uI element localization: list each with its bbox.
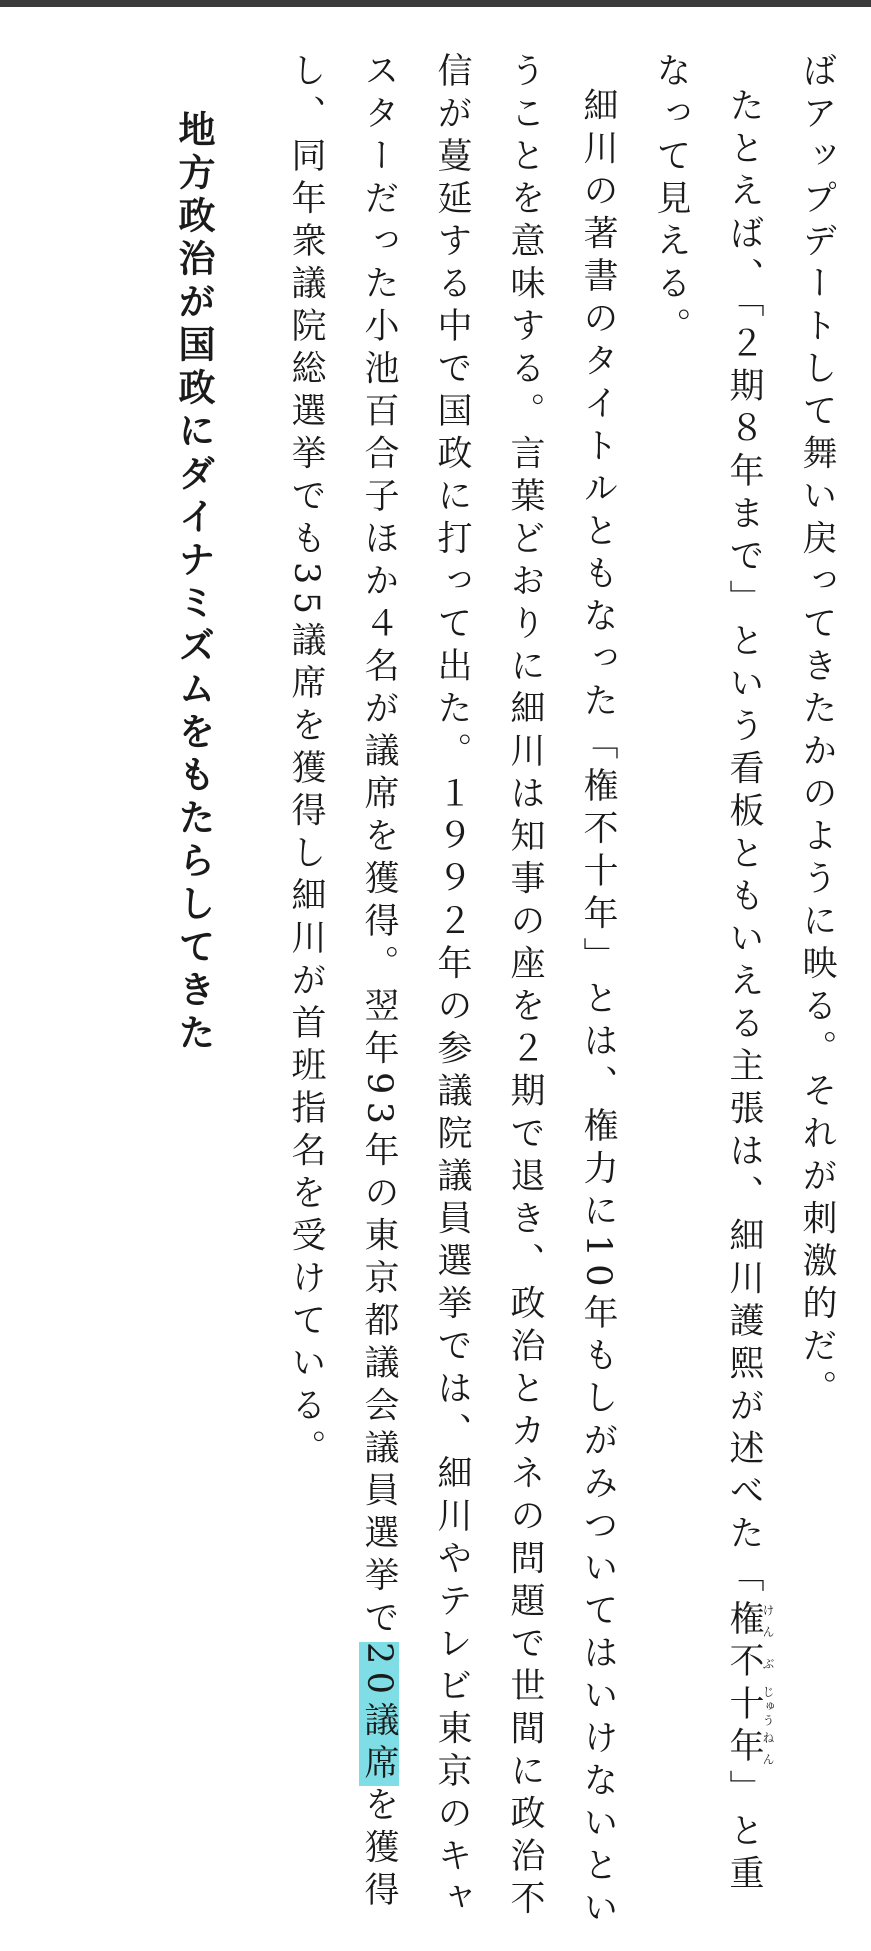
ruby-ken: 権けん <box>724 1599 775 1642</box>
paragraph-3-text: 細川の著書のタイトルともなった「権不十年」とは、権力に10年もしがみついてはいけないということを意味する。言葉どおりに細川は知事の座を２期で退き、政治とカネの問題で世間に政治不信が蔓延する中で国政に打って出た。１９９２年の参議院議員選挙では、細川やテレビ東京のキャスターだった小池百合子ほか４名が議席を獲得。翌年93年の東京都議会議員選挙で <box>359 52 618 1932</box>
ruby-bu: 不ぶ <box>724 1642 775 1685</box>
highlighted-text[interactable]: 20議席 <box>359 1641 399 1787</box>
paragraph-3-text-after: を獲得し、同年衆議院総選挙でも35議席を獲得し細川が首班指名を受けている。 <box>286 52 399 1914</box>
section-heading: 地方政治が国政にダイナミズムをもたらしてきた <box>172 110 215 1056</box>
article-body <box>269 52 853 1932</box>
ruby-ju: 十じゅう <box>724 1684 775 1727</box>
paragraph-3 <box>269 52 634 1932</box>
vertical-text-page <box>165 52 853 1932</box>
paragraph-1: ばアップデートして舞い戻ってきたかのように映る。それが刺激的だ。 <box>797 52 837 1412</box>
top-bar <box>0 0 871 7</box>
paragraph-2-text-b: 」と重なって見える。 <box>651 52 764 1897</box>
paragraph-2 <box>634 52 780 1932</box>
paragraph-2-text-a: たとえば、「２期８年まで」という看板ともいえる主張は、細川護熙が述べた「 <box>724 87 764 1600</box>
ruby-nen: 年ねん <box>724 1727 775 1770</box>
